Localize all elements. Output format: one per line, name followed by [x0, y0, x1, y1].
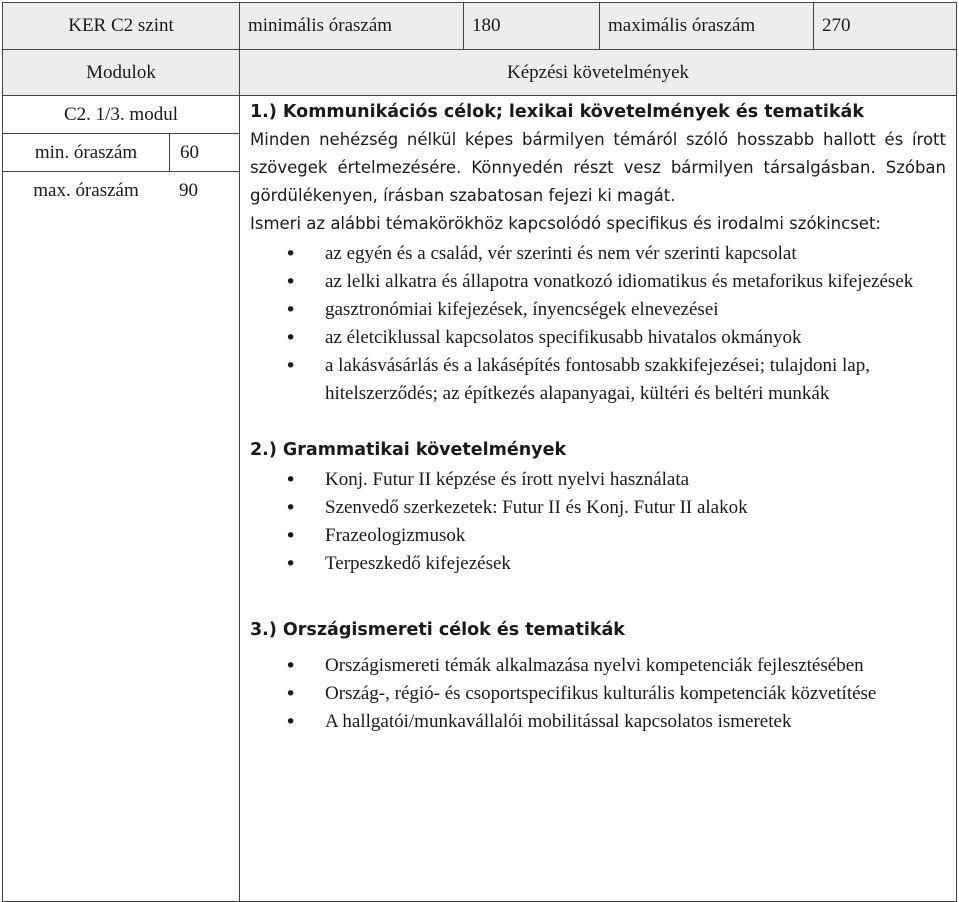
section3-list: [250, 652, 946, 736]
section1-list: [250, 240, 946, 408]
column-header-row: [3, 50, 957, 96]
module-min-row: [3, 134, 239, 172]
modules-header: Modulok: [3, 50, 240, 96]
max-hours-label: maximális óraszám: [600, 3, 814, 50]
content-row: [3, 96, 957, 902]
module-max-row: [3, 172, 239, 209]
requirements-header: Képzési követelmények: [240, 50, 957, 96]
list-item: • Konj. Futur II képzése és írott nyelvi használata: [325, 466, 946, 494]
section1-paragraph-1: Minden nehézség nélkül képes bármilyen témáról szóló hosszabb hallott és írott szövegek értelmezésére. Könnyedén részt vesz bármilyen társalgásban. Szóban gördülékenyen, írásban szabatosan fejezi ki magát.: [250, 130, 946, 205]
list-item: • Frazeologizmusok: [325, 522, 946, 550]
module-max-label: max. óraszám: [33, 179, 139, 201]
section3-title: 3.) Országismereti célok és tematikák: [250, 620, 625, 640]
list-item: • Szenvedő szerkezetek: Futur II és Konj. Futur II alakok: [325, 494, 946, 522]
requirements-cell: [240, 96, 957, 902]
list-item: • A hallgatói/munkavállalói mobilitással kapcsolatos ismeretek: [325, 708, 946, 736]
list-item: • gasztronómiai kifejezések, ínyencségek elnevezései: [325, 296, 946, 324]
list-item: • Ország-, régió- és csoportspecifikus kulturális kompetenciák közvetítése: [325, 680, 946, 708]
header-row: [3, 3, 957, 50]
module-min-value: 60: [169, 134, 239, 171]
list-item: • az életciklussal kapcsolatos specifikusabb hivatalos okmányok: [325, 324, 946, 352]
module-min-label: min. óraszám: [34, 141, 138, 163]
module-name: C2. 1/3. modul: [3, 96, 239, 134]
min-hours-label: minimális óraszám: [240, 3, 464, 50]
section2-list: [250, 466, 946, 578]
section1-paragraph-2: Ismeri az alábbi témakörökhöz kapcsolódó specifikus és irodalmi szókincset:: [250, 214, 881, 233]
min-hours-value: 180: [464, 3, 600, 50]
module-max-value: 90: [179, 179, 198, 201]
level-cell: KER C2 szint: [3, 3, 240, 50]
section1-title: 1.) Kommunikációs célok; lexikai követelmények és tematikák: [250, 102, 864, 122]
list-item: • Országismereti témák alkalmazása nyelvi kompetenciák fejlesztésében: [325, 652, 946, 680]
list-item: • Terpeszkedő kifejezések: [325, 550, 946, 578]
spacer: [250, 578, 946, 616]
module-info-cell: [3, 96, 240, 902]
max-hours-value: 270: [814, 3, 957, 50]
section2-title: 2.) Grammatikai követelmények: [250, 440, 567, 460]
list-item: • az lelki alkatra és állapotra vonatkozó idiomatikus és metaforikus kifejezések: [325, 268, 946, 296]
list-item: • az egyén és a család, vér szerinti és nem vér szerinti kapcsolat: [325, 240, 946, 268]
curriculum-table: [2, 2, 957, 902]
spacer: [250, 408, 946, 436]
list-item: • a lakásvásárlás és a lakásépítés fontosabb szakkifejezései; tulajdoni lap, hitelszerződés; az építkezés alapanyagai, kültéri és beltéri munkák: [325, 352, 946, 408]
